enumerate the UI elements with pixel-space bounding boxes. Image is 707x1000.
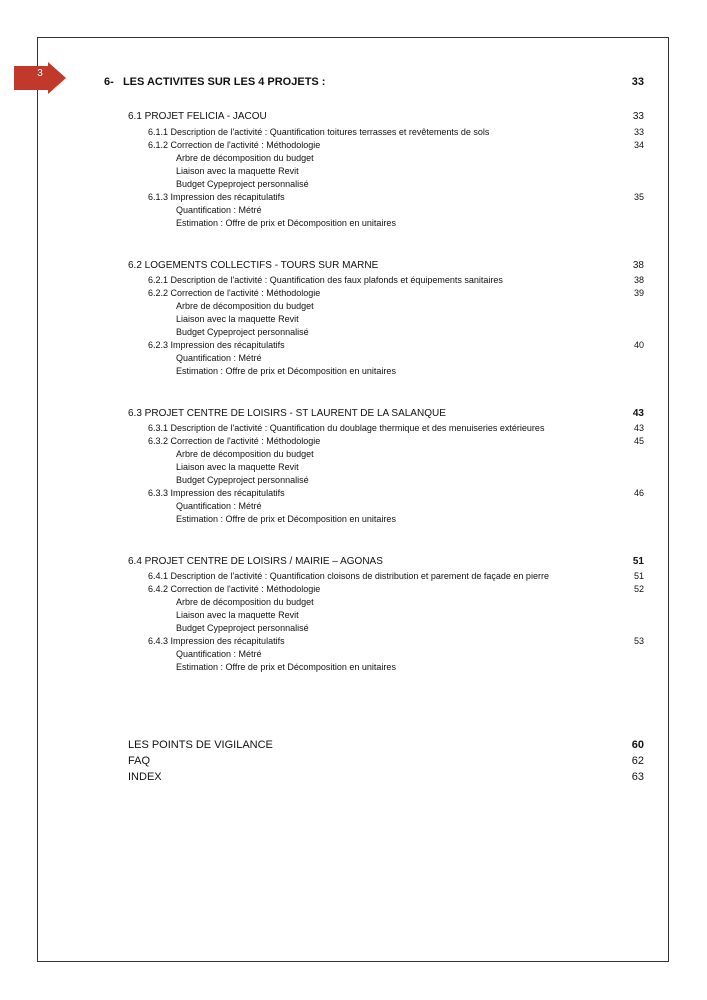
toc-item[interactable]: [0, 595, 707, 609]
toc-item-title: Liaison avec la maquette Revit: [176, 610, 299, 620]
toc-item-page: 51: [633, 571, 644, 581]
toc-item[interactable]: [0, 460, 707, 474]
toc-item[interactable]: [0, 364, 707, 378]
toc-section[interactable]: [0, 555, 707, 569]
toc-item-title: Arbre de décomposition du budget: [176, 597, 314, 607]
toc-section-title: 6.1 PROJET FELICIA - JACOU: [128, 111, 267, 122]
toc-item-page: 34: [633, 140, 644, 150]
toc-item-title: Arbre de décomposition du budget: [176, 301, 314, 311]
toc-item[interactable]: [0, 351, 707, 365]
toc-item[interactable]: [0, 299, 707, 313]
toc-section-title: 6.3 PROJET CENTRE DE LOISIRS - ST LAURENT DE LA SALANQUE: [128, 408, 446, 419]
toc-item[interactable]: [0, 273, 707, 287]
toc-item[interactable]: [0, 512, 707, 526]
toc-item[interactable]: [0, 447, 707, 461]
toc-main-page: 33: [631, 76, 644, 88]
toc-item-page: 52: [633, 584, 644, 594]
toc-item-title: Quantification : Métré: [176, 353, 262, 363]
toc-item-page: 43: [633, 423, 644, 433]
toc-item-title: Budget Cypeproject personnalisé: [176, 623, 309, 633]
toc-item[interactable]: [0, 434, 707, 448]
toc-item[interactable]: [0, 216, 707, 230]
toc-item[interactable]: [0, 499, 707, 513]
toc-item-title: Estimation : Offre de prix et Décomposition en unitaires: [176, 514, 396, 524]
toc-main-entry[interactable]: [0, 74, 707, 90]
toc-item-page: 33: [633, 127, 644, 137]
toc-item-title: Quantification : Métré: [176, 205, 262, 215]
toc-item[interactable]: [0, 634, 707, 648]
toc-item-page: 45: [633, 436, 644, 446]
toc-bottom-title: FAQ: [128, 755, 151, 767]
toc-item-title: Estimation : Offre de prix et Décomposition en unitaires: [176, 662, 396, 672]
toc-bottom-title: INDEX: [128, 771, 162, 783]
toc-section-title: 6.4 PROJET CENTRE DE LOISIRS / MAIRIE – AGONAS: [128, 556, 383, 567]
toc-item-title: 6.2.3 Impression des récapitulatifs: [148, 340, 285, 350]
toc-item-title: Liaison avec la maquette Revit: [176, 314, 299, 324]
toc-item-page: 39: [633, 288, 644, 298]
toc-item[interactable]: [0, 582, 707, 596]
toc-item-title: Quantification : Métré: [176, 501, 262, 511]
toc-item[interactable]: [0, 608, 707, 622]
toc-item-title: 6.2.1 Description de l'activité : Quantification des faux plafonds et équipements sanitaires: [148, 275, 503, 285]
toc-bottom-entry[interactable]: [0, 753, 707, 769]
toc-section-page: 38: [632, 260, 644, 271]
toc-item[interactable]: [0, 138, 707, 152]
toc-item-title: Estimation : Offre de prix et Décomposition en unitaires: [176, 218, 396, 228]
toc-item-title: 6.3.2 Correction de l'activité : Méthodologie: [148, 436, 321, 446]
toc-item[interactable]: [0, 203, 707, 217]
toc-item-title: Arbre de décomposition du budget: [176, 153, 314, 163]
toc-item-title: Estimation : Offre de prix et Décomposition en unitaires: [176, 366, 396, 376]
toc-item-title: 6.1.2 Correction de l'activité : Méthodologie: [148, 140, 321, 150]
toc-bottom-page: 63: [631, 771, 644, 783]
toc-item-title: 6.2.2 Correction de l'activité : Méthodologie: [148, 288, 321, 298]
toc-bottom-page: 62: [631, 755, 644, 767]
toc-item-page: 35: [633, 192, 644, 202]
toc-item-title: 6.3.3 Impression des récapitulatifs: [148, 488, 285, 498]
toc-item[interactable]: [0, 473, 707, 487]
toc-bottom-title: LES POINTS DE VIGILANCE: [128, 739, 273, 751]
toc-item[interactable]: [0, 660, 707, 674]
toc-item-title: Liaison avec la maquette Revit: [176, 166, 299, 176]
toc-item-title: 6.1.3 Impression des récapitulatifs: [148, 192, 285, 202]
toc-item[interactable]: [0, 421, 707, 435]
toc-section[interactable]: [0, 259, 707, 273]
toc-bottom-entry[interactable]: [0, 737, 707, 753]
toc-item-title: Liaison avec la maquette Revit: [176, 462, 299, 472]
toc-item-title: 6.1.1 Description de l'activité : Quantification toitures terrasses et revêtements de sols: [148, 127, 490, 137]
toc-item-title: 6.4.1 Description de l'activité : Quantification cloisons de distribution et parement de façade en pierre: [148, 571, 549, 581]
toc-item-title: 6.4.3 Impression des récapitulatifs: [148, 636, 285, 646]
toc-item[interactable]: [0, 569, 707, 583]
toc-item[interactable]: [0, 621, 707, 635]
toc-section[interactable]: [0, 407, 707, 421]
toc-section-page: 33: [632, 111, 644, 122]
toc-item-title: 6.4.2 Correction de l'activité : Méthodologie: [148, 584, 321, 594]
toc-bottom-page: 60: [631, 739, 644, 751]
toc-section-page: 51: [632, 556, 644, 567]
toc-item-page: 38: [633, 275, 644, 285]
toc-item-title: Arbre de décomposition du budget: [176, 449, 314, 459]
toc-item-title: Quantification : Métré: [176, 649, 262, 659]
toc-item-title: Budget Cypeproject personnalisé: [176, 475, 309, 485]
toc-item[interactable]: [0, 190, 707, 204]
toc-item[interactable]: [0, 125, 707, 139]
toc-item-title: Budget Cypeproject personnalisé: [176, 179, 309, 189]
toc-item-title: 6.3.1 Description de l'activité : Quantification du doublage thermique et des menuiseries extérieures: [148, 423, 545, 433]
toc-section[interactable]: [0, 110, 707, 124]
toc-item[interactable]: [0, 151, 707, 165]
toc-item-page: 46: [633, 488, 644, 498]
toc-item[interactable]: [0, 312, 707, 326]
toc-section-page: 43: [632, 408, 644, 419]
toc-bottom-entry[interactable]: [0, 769, 707, 785]
toc-main-title: 6- LES ACTIVITES SUR LES 4 PROJETS :: [104, 76, 326, 88]
toc-item-page: 53: [633, 636, 644, 646]
toc-item[interactable]: [0, 164, 707, 178]
toc-item[interactable]: [0, 338, 707, 352]
toc-item[interactable]: [0, 177, 707, 191]
toc-item[interactable]: [0, 325, 707, 339]
toc-item[interactable]: [0, 486, 707, 500]
toc-item-page: 40: [633, 340, 644, 350]
toc-item[interactable]: [0, 647, 707, 661]
toc-item[interactable]: [0, 286, 707, 300]
toc-section-title: 6.2 LOGEMENTS COLLECTIFS - TOURS SUR MARNE: [128, 260, 379, 271]
tab-page-number: 3: [37, 68, 43, 79]
toc-item-title: Budget Cypeproject personnalisé: [176, 327, 309, 337]
